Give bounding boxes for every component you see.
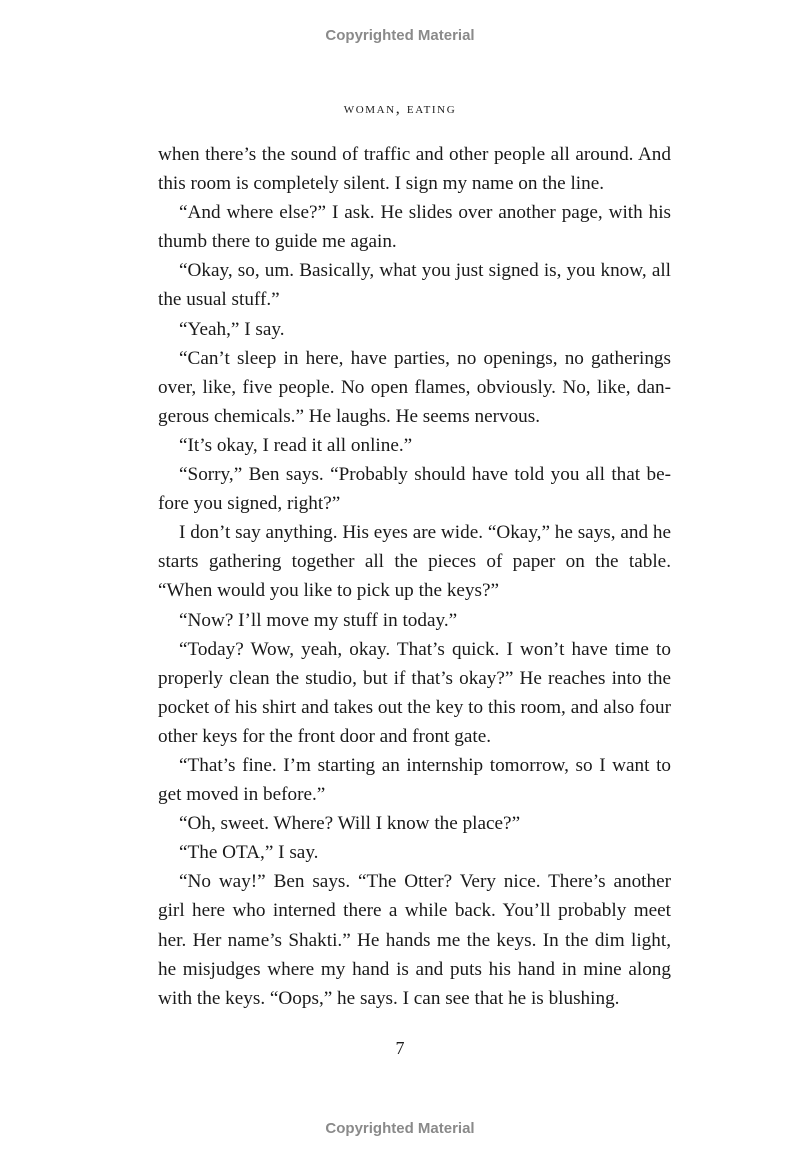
paragraph: “That’s fine. I’m starting an internship tomorrow, so I want to get moved in before.” (158, 754, 671, 806)
paragraph: “It’s okay, I read it all online.” (179, 434, 413, 456)
paragraph: I don’t say anything. His eyes are wide. “Okay,” he says, and he starts gathering together all the pieces of paper on the table. “When would you like to pick up the keys?” (158, 522, 671, 602)
paragraph: “Oh, sweet. Where? Will I know the place?” (179, 813, 521, 835)
paragraph: “Today? Wow, yeah, okay. That’s quick. I won’t have time to properly clean the studio, but if that’s okay?” He reaches into the pocket of his shirt and takes out the key to this room, and also four other keys for the front door and front gate. (158, 638, 671, 747)
paragraph: “Okay, so, um. Basically, what you just signed is, you know, all the usual stuff.” (158, 260, 671, 311)
paragraph: “Now? I’ll move my stuff in today.” (179, 609, 458, 631)
paragraph: “Yeah,” I say. (179, 318, 285, 340)
watermark-bottom: Copyrighted Material (325, 1120, 475, 1137)
paragraph: “No way!” Ben says. “The Otter? Very nice. There’s another girl here who interned there a while back. You’ll probably meet her. Her name’s Shakti.” He hands me the keys. In the dim light, he misjudges where my hand is and puts his hand in mine along with the keys. “Oops,” he says. I can see that he is blushing. (158, 871, 671, 1009)
page-number: 7 (395, 1038, 405, 1058)
body-text (158, 140, 671, 1013)
paragraph: “Can’t sleep in here, have parties, no openings, no gatherings over, like, five people. No open flames, obviously. No, like, dangerous chemicals.” He laughs. He seems nervous. (158, 347, 671, 427)
paragraph: “The OTA,” I say. (179, 842, 319, 864)
running-head: woman, eating (343, 100, 457, 117)
watermark-top: Copyrighted Material (325, 27, 475, 44)
paragraph: “And where else?” I ask. He slides over another page, with his thumb there to guide me again. (158, 202, 671, 253)
paragraph: when there’s the sound of traffic and other people all around. And this room is completely silent. I sign my name on the line. (158, 144, 671, 195)
paragraph: “Sorry,” Ben says. “Probably should have told you all that before you signed, right?” (158, 464, 671, 515)
